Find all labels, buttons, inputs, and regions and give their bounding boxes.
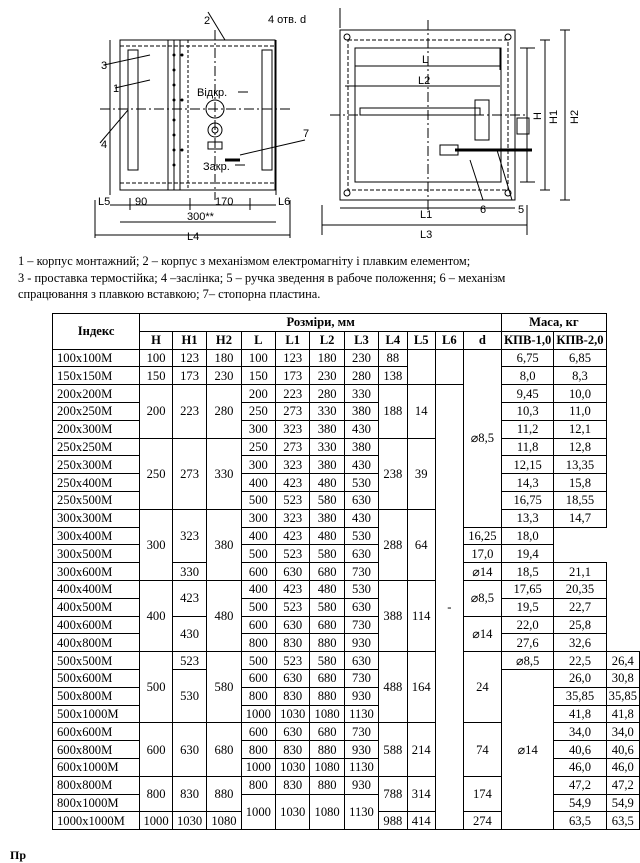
- component-legend: [18, 253, 636, 303]
- col-l: L: [241, 331, 275, 349]
- table-row: 100x100M 100 123 180 100 123 180 230 88 ⌀8,5 6,75 6,85: [53, 349, 640, 367]
- col-h2: H2: [207, 331, 241, 349]
- holes-label: 4 отв. d: [268, 14, 307, 26]
- dim-h2: H2: [569, 109, 581, 124]
- col-l3: L3: [344, 331, 378, 349]
- table-row: 200x250M 250 273 330 380 10,3 11,0: [53, 402, 640, 420]
- table-row: 500x600M 530 600 630 680 730 ⌀14 26,0 30,8: [53, 669, 640, 687]
- table-row: 250x300M 300 323 380 430 12,15 13,35: [53, 456, 640, 474]
- table-row: 600x1000M 1000 1030 1080 1130 46,0 46,0: [53, 758, 640, 776]
- callout-2: 2: [204, 15, 211, 27]
- col-l2: L2: [310, 331, 344, 349]
- col-kpv-2: КПВ-2,0: [554, 331, 606, 349]
- footnote-fragment: Пр: [10, 848, 27, 862]
- dimensions-table: [52, 313, 640, 830]
- table-row: 400x600M 430 600 630 680 730 ⌀14 22,0 25,8: [53, 616, 640, 634]
- table-row: 400x400M 400 423 480 400 423 480 530 388 114 ⌀8,5 17,65 20,35: [53, 580, 640, 598]
- col-l1: L1: [276, 331, 310, 349]
- legend-line: 1 – корпус монтажний; 2 – корпус з механізмом електромагніту і плавким елементом;: [18, 254, 471, 268]
- dim-l1: L1: [420, 209, 433, 221]
- header-index: Індекс: [53, 314, 140, 350]
- col-h1: H1: [172, 331, 206, 349]
- dim-l: L: [422, 54, 429, 66]
- front-view-drawing: [322, 8, 570, 235]
- dim-h: H: [532, 112, 544, 120]
- table-row: 300x400M 400 423 480 530 16,25 18,0: [53, 527, 640, 545]
- table-row: 200x300M 300 323 380 430 11,2 12,1: [53, 420, 640, 438]
- table-row: 500x500M 500 523 580 500 523 580 630 488 164 24 ⌀8,5 22,5 26,4: [53, 652, 640, 670]
- table-row: 400x800M 800 830 880 930 27,6 32,6: [53, 634, 640, 652]
- col-l5: L5: [407, 331, 435, 349]
- col-l6: L6: [435, 331, 463, 349]
- table-row: 600x600M 600 630 680 600 630 680 730 588 214 74 34,0 34,0: [53, 723, 640, 741]
- table-row: 250x400M 400 423 480 530 14,3 15,8: [53, 474, 640, 492]
- col-d: d: [463, 331, 501, 349]
- table-row: 400x500M 500 523 580 630 19,5 22,7: [53, 598, 640, 616]
- callout-1: 1: [113, 83, 120, 95]
- header-dims: Розміри, мм: [140, 314, 502, 332]
- table-row: 800x800M 800 830 880 800 830 880 930 788 314 174 47,2 47,2: [53, 776, 640, 794]
- col-l4: L4: [379, 331, 407, 349]
- table-row: 600x800M 800 830 880 930 40,6 40,6: [53, 741, 640, 759]
- table-row: 500x800M 800 830 880 930 35,85 35,85: [53, 687, 640, 705]
- table-row: 150x150M 150 173 230 150 173 230 280 138 8,0 8,3: [53, 367, 640, 385]
- callout-4: 4: [101, 139, 108, 151]
- header-mass: Маса, кг: [502, 314, 607, 332]
- dim-l2: L2: [418, 75, 431, 87]
- side-view-drawing: [95, 12, 305, 238]
- dim-l4: L4: [187, 231, 200, 243]
- dim-h1: H1: [548, 109, 560, 124]
- dim-l6: L6: [278, 196, 291, 208]
- table-row: 800x1000M 1000 1030 1080 1130 54,9 54,9: [53, 794, 640, 812]
- col-kpv-1: КПВ-1,0: [502, 331, 554, 349]
- table-row: 500x1000M 1000 1030 1080 1130 41,8 41,8: [53, 705, 640, 723]
- legend-line: 3 - проставка термостійка; 4 –заслінка; 5 – ручка зведення в рабоче положення; 6 – механізм: [18, 270, 506, 285]
- callout-5: 5: [518, 204, 525, 216]
- table-row: 1000x1000M 1000 1030 1080 988 414 274 63,5 63,5: [53, 812, 640, 830]
- table-row: 300x300M 300 323 380 300 323 380 430 288 64 13,3 14,7: [53, 509, 640, 527]
- callout-6: 6: [480, 204, 487, 216]
- close-label: Закр.: [203, 161, 230, 173]
- legend-line: спрацювання з плавкою вставкою; 7– стопорна пластина.: [18, 287, 321, 301]
- open-label: Відкр.: [197, 87, 228, 99]
- technical-drawings: [0, 0, 640, 250]
- dim-170: 170: [215, 196, 234, 208]
- callout-7: 7: [303, 128, 310, 140]
- dim-l5: L5: [98, 196, 111, 208]
- dim-l3: L3: [420, 229, 433, 241]
- table-row: 300x600M 330 600 630 680 730 ⌀14 18,5 21,1: [53, 563, 640, 581]
- dim-90: 90: [135, 196, 148, 208]
- table-row: 250x500M 500 523 580 630 16,75 18,55: [53, 491, 640, 509]
- dim-300: 300**: [187, 211, 214, 223]
- table-row: 300x500M 500 523 580 630 17,0 19,4: [53, 545, 640, 563]
- table-row: 250x250M 250 273 330 250 273 330 380 238 39 11,8 12,8: [53, 438, 640, 456]
- table-row: 200x200M 200 223 280 200 223 280 330 188 14 - 9,45 10,0: [53, 385, 640, 403]
- col-h: H: [140, 331, 173, 349]
- callout-3: 3: [101, 60, 108, 72]
